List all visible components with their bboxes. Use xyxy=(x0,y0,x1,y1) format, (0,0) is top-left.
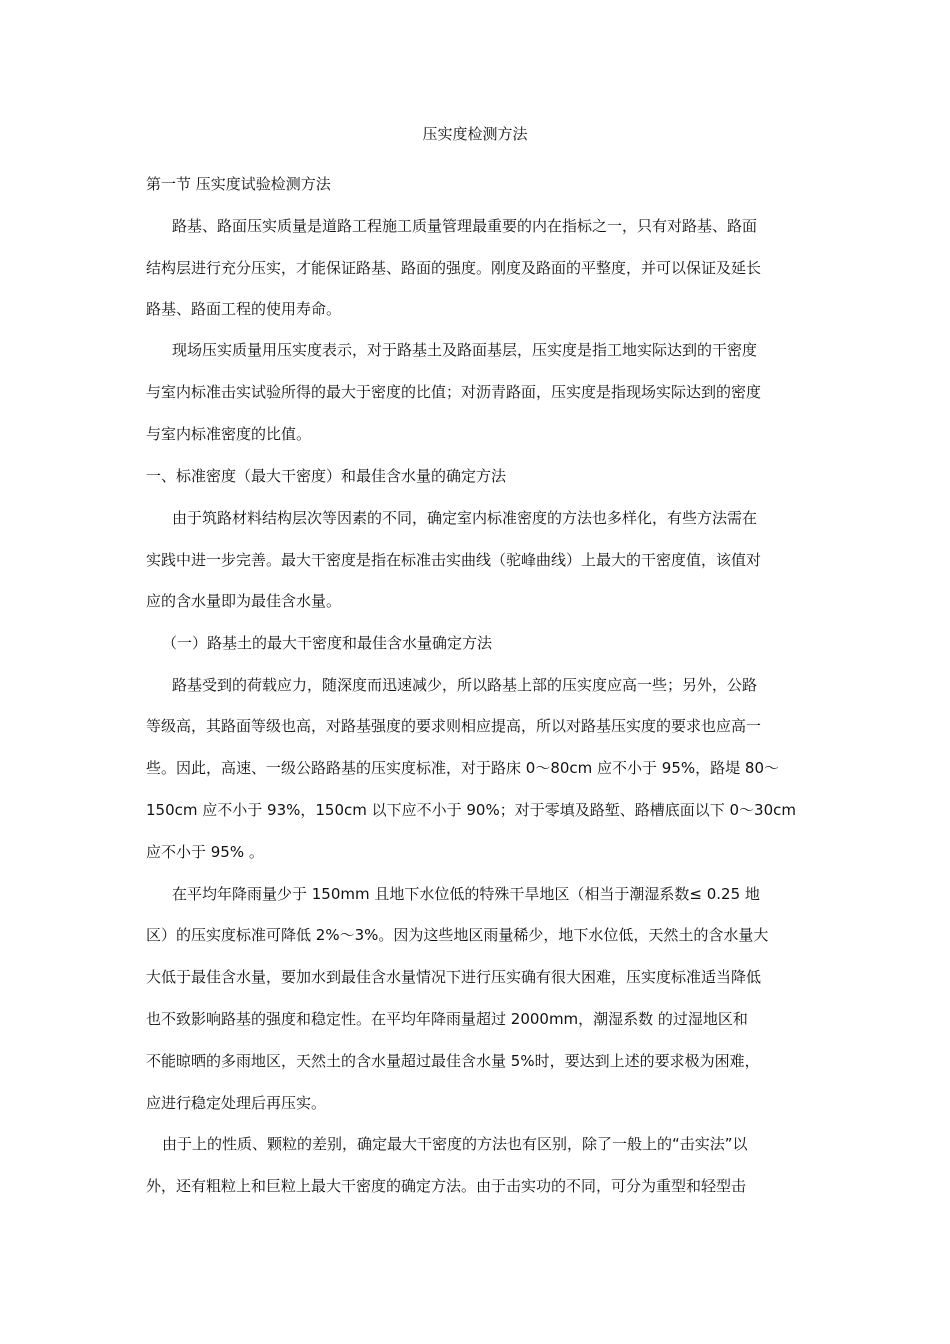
paragraph-line: 与室内标准密度的比值。 xyxy=(146,425,312,443)
paragraph-line: 些。因此，高速、一级公路路基的压实度标准，对于路床 0～80cm 应不小于 95%，路堤 80～ xyxy=(146,759,779,777)
paragraph-line: 大低于最佳含水量，要加水到最佳含水量情况下进行压实确有很大困难，压实度标准适当降低 xyxy=(146,968,762,986)
paragraph-line: 不能晾晒的多雨地区，天然土的含水量超过最佳含水量 5%时，要达到上述的要求极为困难， xyxy=(146,1052,760,1070)
section-heading-1: 一、标准密度（最大干密度）和最佳含水量的确定方法 xyxy=(146,467,507,485)
paragraph-line: 区）的压实度标准可降低 2%～3%。因为这些地区雨量稀少，地下水位低，天然土的含水量大 xyxy=(146,926,769,944)
paragraph-line: 路基、路面压实质量是道路工程施工质量管理最重要的内在指标之一，只有对路基、路面 xyxy=(172,217,758,235)
paragraph-line: 实践中进一步完善。最大干密度是指在标准击实曲线（驼峰曲线）上最大的干密度值，该值对 xyxy=(146,551,762,569)
paragraph-line: 也不致影响路基的强度和稳定性。在平均年降雨量超过 2000mm，潮湿系数 的过湿地区和 xyxy=(146,1010,748,1028)
paragraph-line: 路基受到的荷载应力，随深度而迅速减少，所以路基上部的压实度应高一些；另外，公路 xyxy=(172,676,758,694)
paragraph-line: 外，还有粗粒上和巨粒上最大干密度的确定方法。由于击实功的不同，可分为重型和轻型击 xyxy=(146,1177,747,1195)
paragraph-line: 应进行稳定处理后再压实。 xyxy=(146,1094,327,1112)
paragraph-line: 应的含水量即为最佳含水量。 xyxy=(146,592,342,610)
paragraph-line: 与室内标准击实试验所得的最大于密度的比值；对沥青路面，压实度是指现场实际达到的密度 xyxy=(146,383,762,401)
subheading-1: （一）路基土的最大干密度和最佳含水量确定方法 xyxy=(162,634,493,652)
paragraph-line: 现场压实质量用压实度表示，对于路基土及路面基层，压实度是指工地实际达到的干密度 xyxy=(172,341,758,359)
paragraph-line: 等级高，其路面等级也高，对路基强度的要求则相应提高，所以对路基压实度的要求也应高一 xyxy=(146,717,762,735)
section-heading: 第一节 压实度试验检测方法 xyxy=(146,175,331,193)
paragraph-line: 由于筑路材料结构层次等因素的不同，确定室内标准密度的方法也多样化，有些方法需在 xyxy=(172,509,758,527)
paragraph-line: 结构层进行充分压实，才能保证路基、路面的强度。刚度及路面的平整度，并可以保证及延长 xyxy=(146,259,762,277)
paragraph-line: 应不小于 95% 。 xyxy=(146,843,264,861)
paragraph-line: 150cm 应不小于 93%，150cm 以下应不小于 90%；对于零填及路堑、路槽底面以下 0～30cm xyxy=(146,801,796,819)
paragraph-line: 在平均年降雨量少于 150mm 且地下水位低的特殊干旱地区（相当于潮湿系数≤ 0.25 地 xyxy=(172,885,760,903)
paragraph-line: 由于上的性质、颗粒的差别，确定最大干密度的方法也有区别，除了一般上的“击实法”以 xyxy=(162,1135,748,1153)
page-title: 压实度检测方法 xyxy=(422,125,528,143)
paragraph-line: 路基、路面工程的使用寿命。 xyxy=(146,300,342,318)
